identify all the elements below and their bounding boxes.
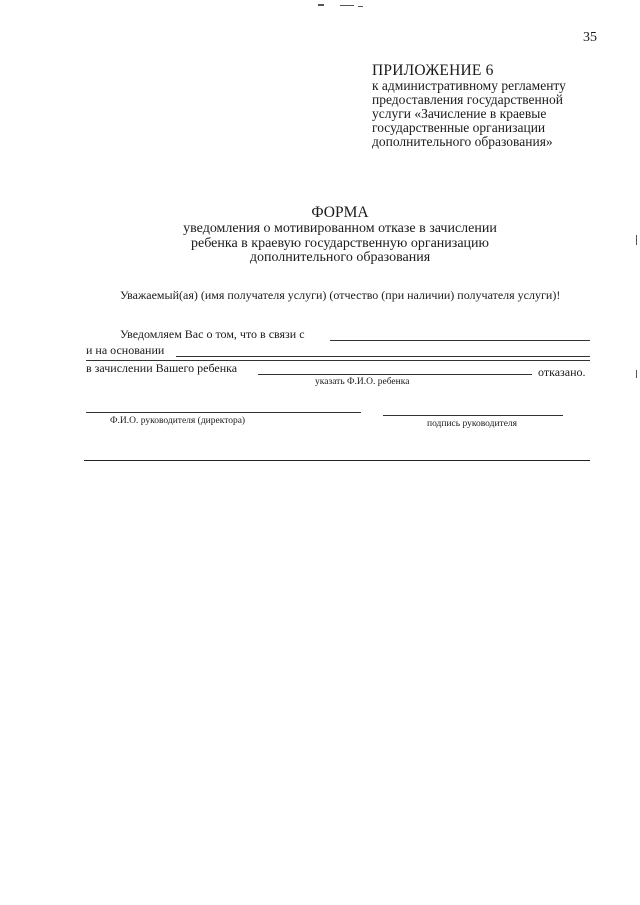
form-heading <box>150 204 530 266</box>
appendix-line: предоставления государственной <box>372 92 563 107</box>
director-name-caption: Ф.И.О. руководителя (директора) <box>110 416 246 426</box>
appendix-line: услуги «Зачисление в краевые <box>372 106 547 121</box>
appendix-line: государственные организации <box>372 120 546 135</box>
notice-line-3: в зачислении Вашего ребенка <box>86 361 238 375</box>
director-name-line <box>86 412 361 413</box>
notice-line-2: и на основании <box>86 343 165 357</box>
appendix-line: дополнительного образования» <box>372 134 553 149</box>
greeting-text: Уважаемый(ая) (имя получателя услуги) (отчество (при наличии) получателя услуги)! <box>120 288 561 302</box>
scan-artifact <box>358 6 363 7</box>
reason-fill-line <box>330 340 590 341</box>
scan-artifact <box>636 235 637 245</box>
director-signature-line <box>383 415 563 416</box>
appendix-line: к административному регламенту <box>372 78 566 93</box>
child-name-fill-line <box>258 374 532 375</box>
child-name-caption: указать Ф.И.О. ребенка <box>315 377 410 387</box>
refused-text: отказано. <box>538 365 586 379</box>
form-subtitle-line: дополнительного образования <box>249 250 431 265</box>
appendix-title: ПРИЛОЖЕНИЕ 6 <box>372 62 494 79</box>
basis-fill-line <box>176 356 590 357</box>
scan-artifact <box>318 4 324 6</box>
notice-line-1: Уведомляем Вас о том, что в связи с <box>120 327 305 341</box>
greeting-paragraph <box>86 287 591 303</box>
scan-artifact <box>340 5 354 6</box>
scan-artifact <box>636 370 637 378</box>
page-number: 35 <box>583 30 597 45</box>
form-subtitle-line: ребенка в краевую государственную организацию <box>191 235 489 251</box>
form-subtitle-line: уведомления о мотивированном отказе в зачислении <box>183 221 497 236</box>
appendix-block <box>372 62 612 149</box>
director-signature-caption: подпись руководителя <box>427 419 518 429</box>
footer-rule <box>84 460 590 461</box>
form-title: ФОРМА <box>311 204 369 221</box>
